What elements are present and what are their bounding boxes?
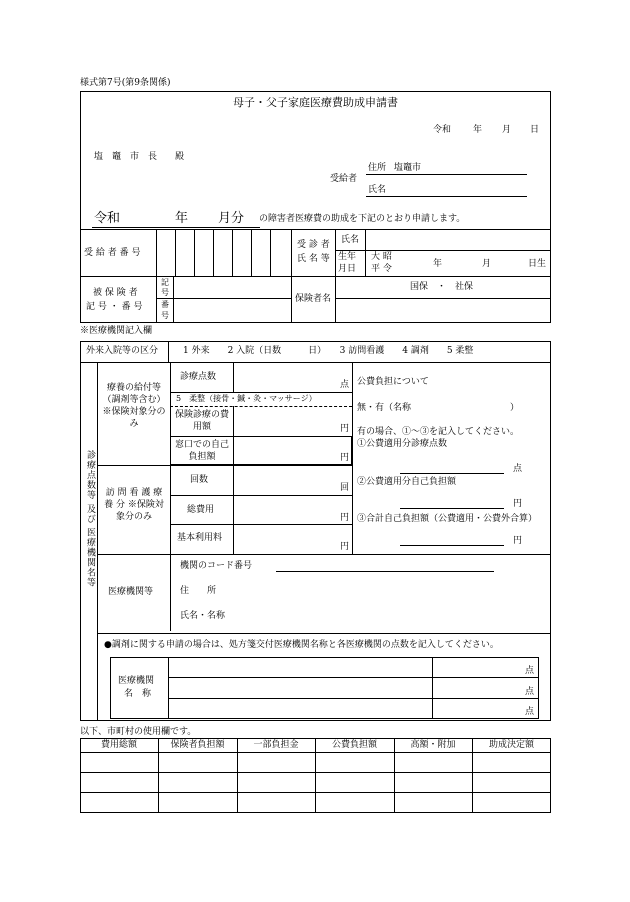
nursing-count-input[interactable] (234, 466, 338, 494)
nursing-label: 訪 問 看 護 療 養 分 ※保険対象分のみ (104, 488, 164, 522)
institution-code-field[interactable] (276, 571, 494, 572)
kigou-1: 記 (161, 278, 169, 287)
recipient-no-label: 受 給 者 番 号 (84, 248, 141, 258)
address-value[interactable]: 塩竈市 (394, 163, 422, 173)
recipient-label: 受給者 (330, 174, 358, 184)
institution-code-label: 機関のコード番号 (180, 561, 253, 571)
city-header-copay: 一部負担金 (253, 740, 299, 750)
insured-label-1: 被 保 険 者 (93, 288, 138, 298)
public-unit-3: 円 (513, 536, 523, 546)
patient-name-label: 氏名 (341, 235, 360, 245)
address-label: 住所 (368, 163, 387, 173)
insurer-type[interactable]: 国保 ・ 社保 (410, 282, 474, 292)
pharmacy-label-1: 医療機関 (118, 676, 155, 686)
cost-label: 保険診療の費用額 (174, 410, 229, 432)
date-era: 令和 (433, 125, 452, 135)
public-instruction: 有の場合、①〜③を記入してください。 (357, 427, 520, 437)
name-label: 氏名 (368, 185, 387, 195)
city-row-2[interactable] (81, 773, 550, 792)
date-year: 年 (473, 125, 483, 135)
institution-address-label: 住 所 (180, 586, 217, 596)
public-item-2-field[interactable] (400, 508, 504, 509)
public-choice[interactable]: 無・有（名称 ） (357, 403, 520, 413)
nursing-count-unit: 回 (340, 483, 350, 493)
application-month: 月分 (218, 211, 245, 226)
dob-day: 日生 (528, 259, 547, 269)
pharmacy-name-3[interactable] (169, 699, 431, 718)
nursing-total-unit: 円 (340, 513, 350, 523)
address-underline (366, 174, 527, 175)
medical-points-unit: 点 (340, 380, 350, 390)
medical-points-input[interactable] (234, 363, 338, 391)
dob-eras-2[interactable]: 平 令 (371, 264, 392, 274)
public-title: 公費負担について (357, 377, 429, 387)
dob-year: 年 (433, 259, 443, 269)
city-header-total: 費用総額 (100, 740, 137, 750)
date-day: 日 (530, 125, 540, 135)
institution-name-label: 氏名・名称 (180, 611, 226, 621)
pharmacy-unit-3: 点 (525, 707, 535, 717)
outpatient-label: 外来入院等の区分 (86, 346, 159, 356)
nursing-basic-label: 基本利用料 (177, 533, 223, 543)
pharmacy-label-2: 名 称 (124, 689, 152, 699)
insurer-label: 保険者名 (295, 294, 332, 304)
public-item-2: ②公費適用分自己負担額 (357, 477, 457, 487)
medical-label: 療養の給付等（調剤等含む）※保険対象分のみ (102, 383, 166, 429)
public-item-1: ①公費適用分診療点数 (357, 439, 448, 449)
application-era: 令和 (94, 211, 121, 226)
kigou-input[interactable] (174, 277, 290, 297)
city-header-public: 公費負担額 (331, 740, 377, 750)
addressee: 塩 竈 市 長 殿 (94, 152, 185, 162)
nursing-count-label: 回数 (190, 475, 209, 485)
bangou-input[interactable] (174, 299, 290, 322)
patient-name-input[interactable] (366, 230, 550, 250)
window-payment-unit: 円 (340, 453, 350, 463)
public-item-3: ③合計自己負担額（公費適用・公費外合算） (357, 514, 538, 524)
city-header-insurer: 保険者負担額 (170, 740, 225, 750)
form-title: 母子・父子家庭医療費助成申請書 (233, 96, 398, 109)
dob-month: 月 (482, 259, 492, 269)
institution-label: 医療機関等 (108, 587, 154, 597)
name-underline[interactable] (366, 196, 527, 197)
city-header-high: 高額・附加 (410, 740, 456, 750)
cost-input[interactable] (234, 407, 338, 435)
nursing-total-input[interactable] (234, 496, 338, 523)
medical-points-label: 診療点数 (180, 372, 217, 382)
bangou-1: 番 (161, 300, 169, 309)
insurer-name-input[interactable] (336, 299, 550, 322)
dob-label-1: 生年 (338, 252, 357, 262)
application-underline (92, 227, 260, 228)
city-row-1[interactable] (81, 753, 550, 772)
nursing-basic-unit: 円 (340, 542, 350, 552)
judo-label[interactable]: 5 柔整（接骨・鍼・灸・マッサージ） (176, 394, 317, 403)
pharmacy-note: ●調剤に関する申請の場合は、処方箋交付医療機関名称と各医療機関の点数を記入してください。 (104, 640, 499, 650)
pharmacy-name-1[interactable] (169, 658, 431, 676)
nursing-basic-input[interactable] (234, 525, 338, 553)
dob-label-2: 月日 (338, 264, 357, 274)
side-label: 診療点数等 及び 医療機関名等 (85, 450, 95, 588)
application-year: 年 (175, 211, 189, 226)
public-item-1-field[interactable] (400, 473, 504, 474)
public-unit-2: 円 (513, 499, 523, 509)
city-note: 以下、市町村の使用欄です。 (80, 727, 197, 737)
recipient-no-input[interactable] (157, 230, 291, 276)
city-row-3[interactable] (81, 793, 550, 812)
window-payment-label: 窓口での自己負担額 (174, 440, 229, 462)
kigou-2: 号 (161, 288, 169, 297)
institution-address-input[interactable] (240, 582, 540, 598)
institution-note: ※医療機関記入欄 (80, 326, 153, 336)
application-text: の障害者医療費の助成を下記のとおり申請します。 (259, 214, 466, 224)
bangou-2: 号 (161, 311, 169, 320)
insured-label-2: 記 号 ・ 番 号 (86, 302, 143, 312)
date-month: 月 (502, 125, 512, 135)
form-id: 様式第7号(第9条関係) (80, 78, 171, 88)
pharmacy-unit-2: 点 (525, 687, 535, 697)
nursing-total-label: 総費用 (187, 505, 215, 515)
institution-name-input[interactable] (240, 606, 540, 622)
window-payment-input[interactable] (235, 438, 338, 463)
pharmacy-name-2[interactable] (169, 678, 431, 697)
public-item-3-field[interactable] (400, 545, 504, 546)
patient-label-1: 受 診 者 (297, 240, 330, 250)
outpatient-options[interactable]: 1 外来 2 入院（日数 日） 3 訪問看護 4 調剤 5 柔整 (183, 346, 474, 356)
public-unit-1: 点 (513, 464, 523, 474)
patient-label-2: 氏 名 等 (297, 254, 330, 264)
dob-eras-1[interactable]: 大 昭 (371, 252, 392, 262)
cost-unit: 円 (340, 424, 350, 434)
pharmacy-unit-1: 点 (525, 666, 535, 676)
city-header-decision: 助成決定額 (488, 740, 534, 750)
